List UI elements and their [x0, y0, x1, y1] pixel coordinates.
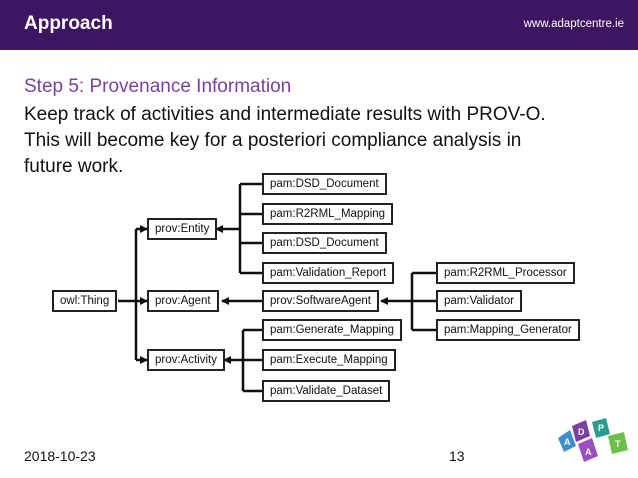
- node-dsd-document-2: pam:DSD_Document: [262, 232, 387, 254]
- node-execute-mapping: pam:Execute_Mapping: [262, 349, 396, 371]
- svg-text:A: A: [564, 437, 571, 447]
- node-validate-dataset: pam:Validate_Dataset: [262, 380, 390, 402]
- node-owl-thing: owl:Thing: [52, 290, 117, 312]
- page-number: 13: [449, 448, 465, 464]
- node-r2rml-processor: pam:R2RML_Processor: [436, 262, 575, 284]
- footer-date: 2018-10-23: [24, 448, 96, 464]
- node-validator: pam:Validator: [436, 290, 522, 312]
- node-dsd-document: pam:DSD_Document: [262, 173, 387, 195]
- svg-text:A: A: [585, 447, 592, 457]
- node-generate-mapping: pam:Generate_Mapping: [262, 319, 402, 341]
- adapt-logo: [556, 416, 630, 470]
- section-title: Approach: [24, 13, 113, 34]
- node-prov-agent: prov:Agent: [147, 290, 219, 312]
- node-r2rml-mapping: pam:R2RML_Mapping: [262, 203, 393, 225]
- node-software-agent: prov:SoftwareAgent: [262, 290, 379, 312]
- node-prov-activity: prov:Activity: [147, 349, 225, 371]
- node-prov-entity: prov:Entity: [147, 218, 217, 240]
- body-line: Keep track of activities and intermediate results with PROV-O.: [24, 104, 546, 125]
- node-mapping-generator: pam:Mapping_Generator: [436, 319, 580, 341]
- svg-text:T: T: [615, 439, 621, 449]
- svg-text:D: D: [578, 427, 585, 437]
- step-heading: Step 5: Provenance Information: [24, 76, 292, 97]
- body-line: This will become key for a posteriori compliance analysis in: [24, 130, 522, 151]
- svg-text:P: P: [598, 423, 605, 433]
- website-url: www.adaptcentre.ie: [523, 18, 624, 30]
- body-line: future work.: [24, 156, 124, 177]
- node-validation-report: pam:Validation_Report: [262, 262, 394, 284]
